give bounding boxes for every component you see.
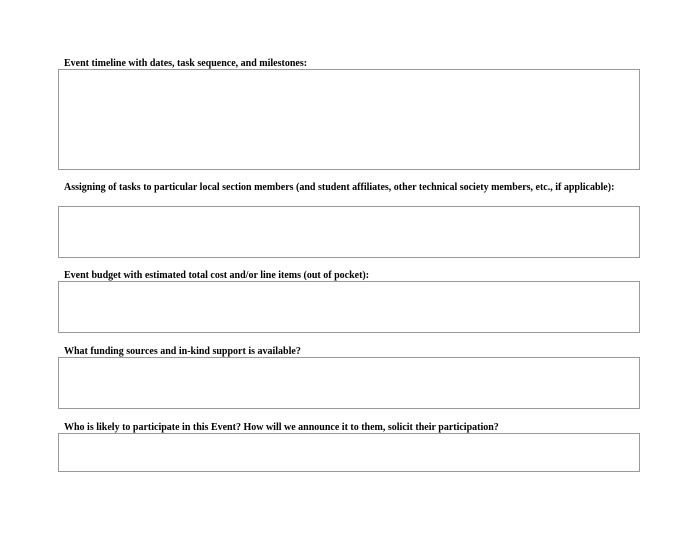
timeline-label: Event timeline with dates, task sequence, and milestones: <box>64 58 308 69</box>
task-assignment-field[interactable] <box>58 206 640 258</box>
budget-field[interactable] <box>58 281 640 333</box>
funding-sources-field[interactable] <box>58 357 640 409</box>
task-assignment-label: Assigning of tasks to particular local section members (and student affiliates, other technical society members, etc., if applicable): <box>64 182 615 193</box>
budget-label: Event budget with estimated total cost and/or line items (out of pocket): <box>64 270 370 281</box>
participation-field[interactable] <box>58 433 640 472</box>
timeline-field[interactable] <box>58 69 640 170</box>
funding-sources-label: What funding sources and in-kind support is available? <box>64 346 301 357</box>
participation-label: Who is likely to participate in this Event? How will we announce it to them, solicit their participation? <box>64 422 499 433</box>
